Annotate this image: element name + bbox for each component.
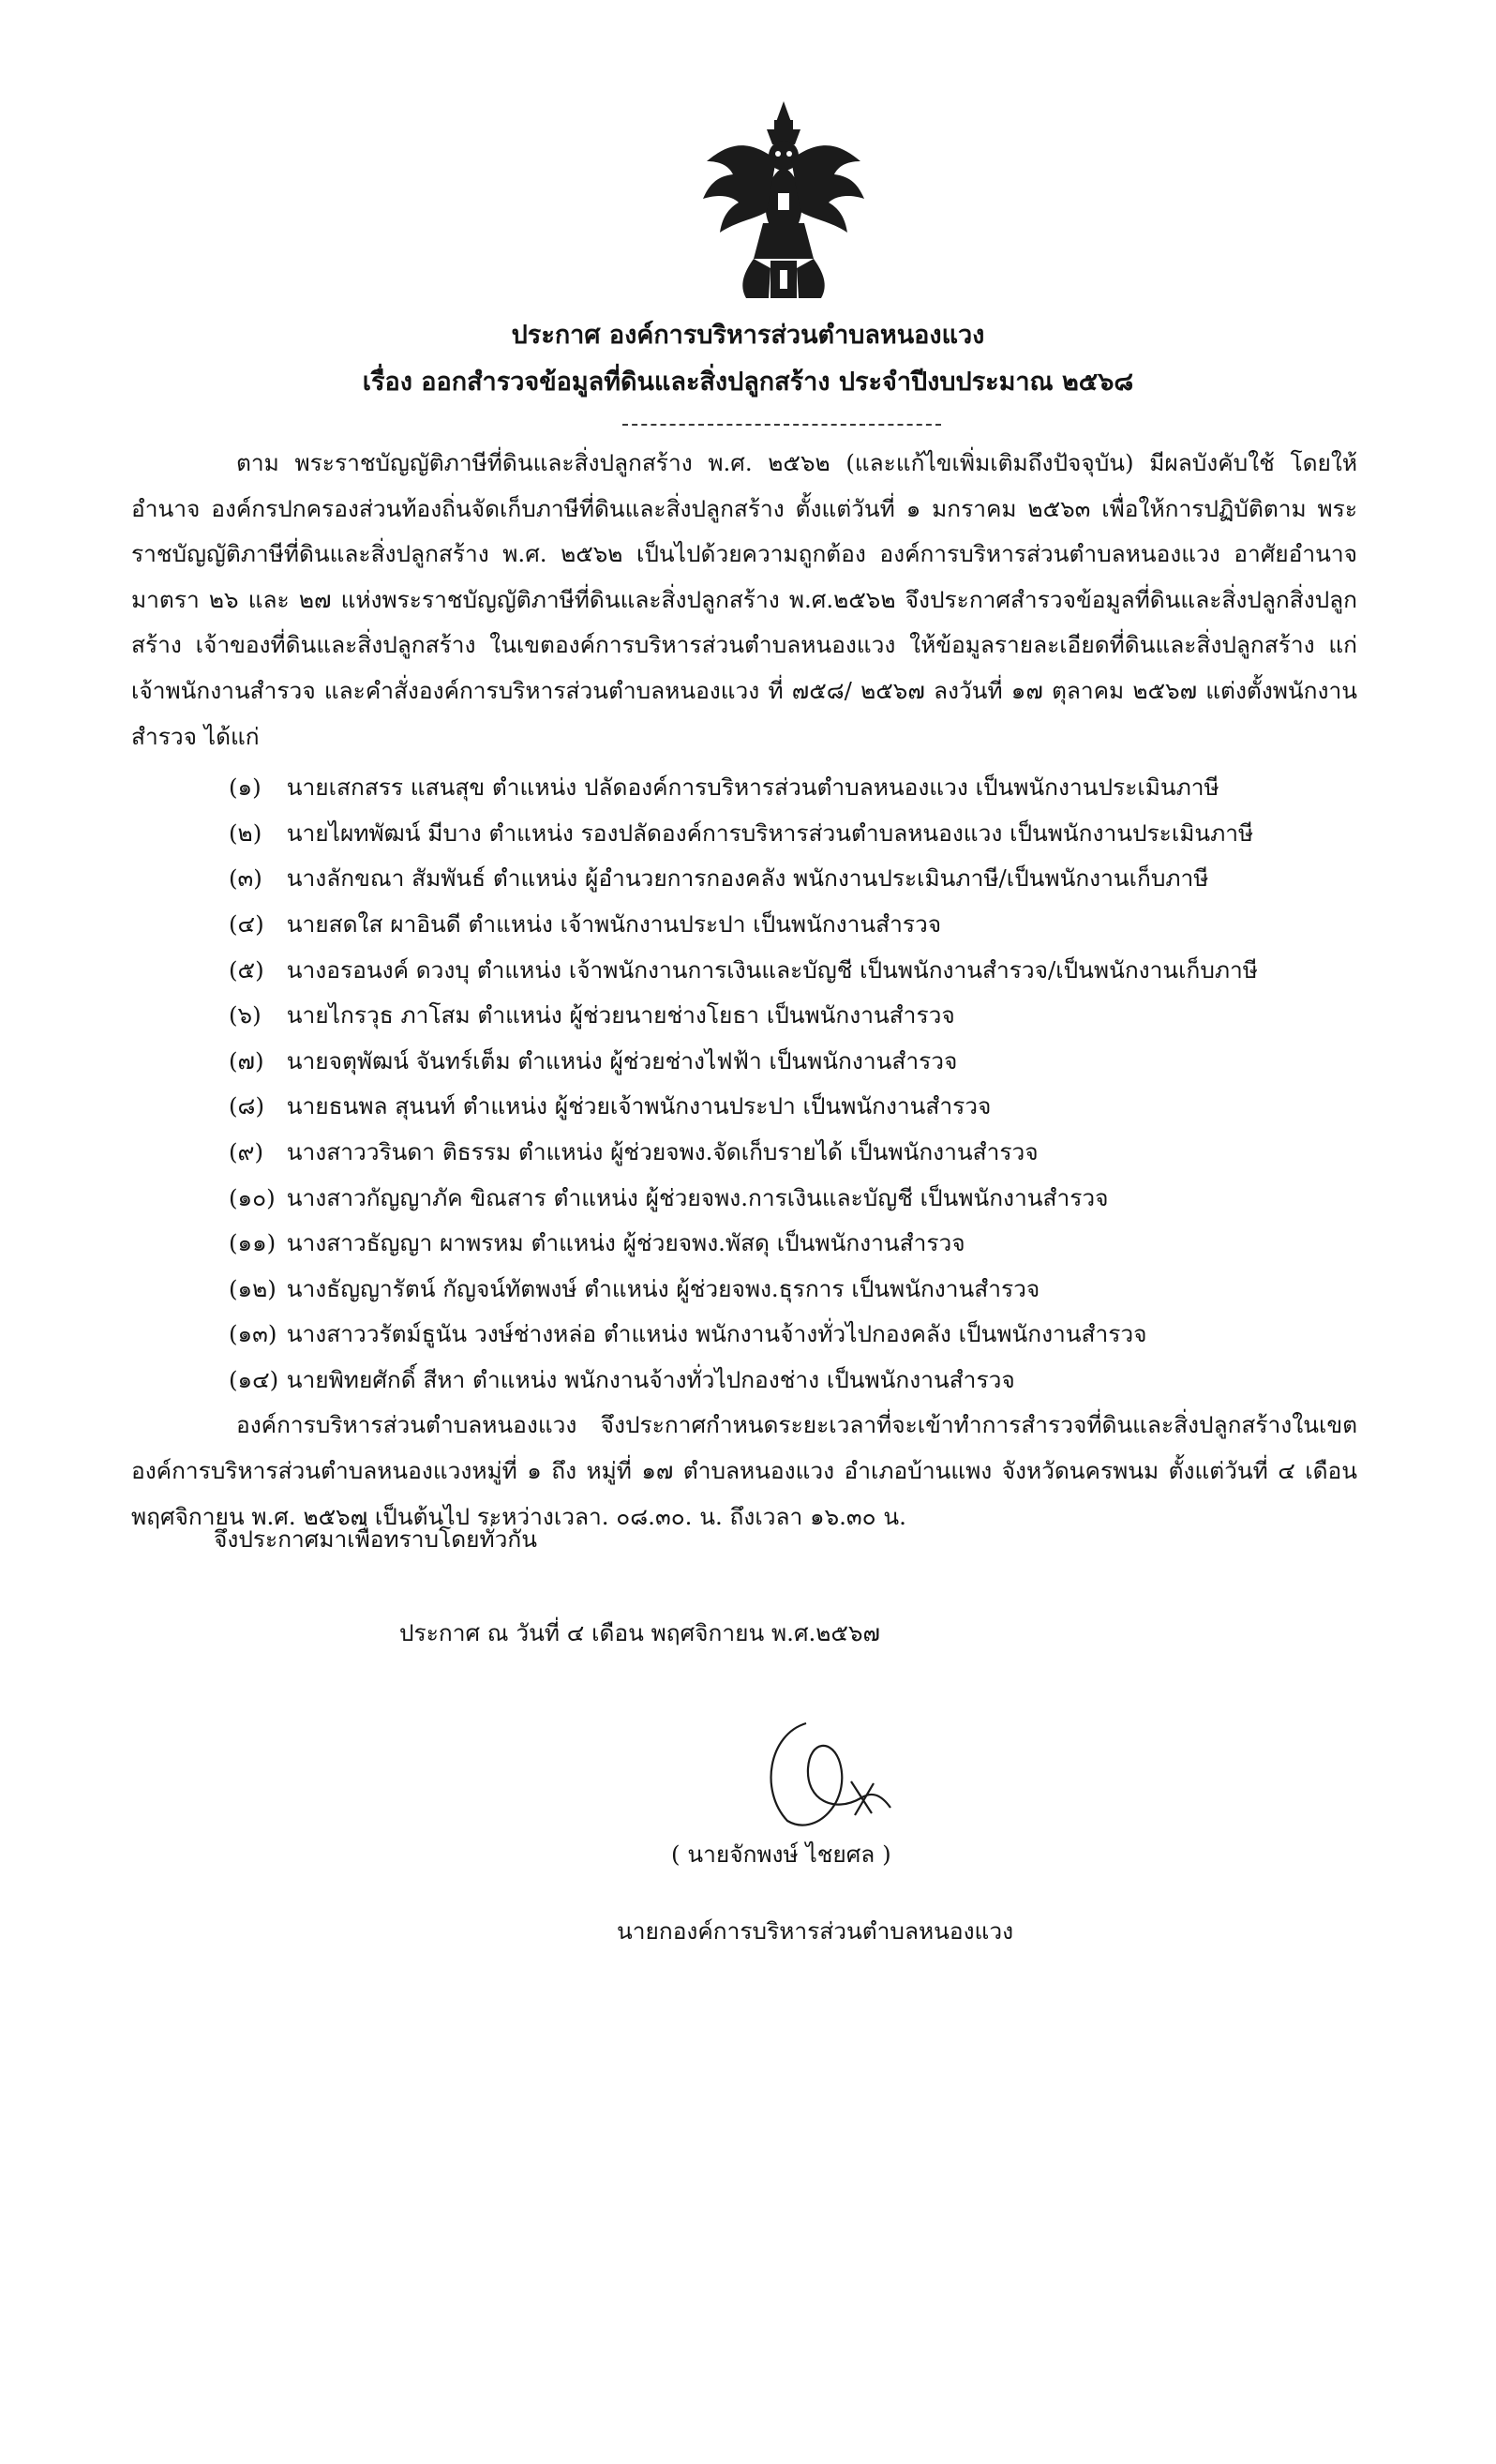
staff-item-number: (๔) bbox=[229, 909, 264, 938]
subject-line: เรื่อง ออกสำรวจข้อมูลที่ดินและสิ่งปลูกสร้าง ประจำปีงบประมาณ ๒๕๖๘ bbox=[362, 368, 1134, 397]
staff-item-number: (๑๑) bbox=[229, 1229, 277, 1257]
staff-item-text: นายไผทพัฒน์ มีบาง ตำแหน่ง รองปลัดองค์การบริหารส่วนตำบลหนองแวง เป็นพนักงานประเมินภาษี bbox=[286, 819, 1254, 847]
staff-item bbox=[131, 811, 1357, 857]
garuda-emblem-icon bbox=[701, 101, 866, 304]
staff-item-text: นางสาววรินดา ติธรรม ตำแหน่ง ผู้ช่วยจพง.จัดเก็บรายได้ เป็นพนักงานสำรวจ bbox=[286, 1137, 1039, 1165]
staff-item bbox=[131, 856, 1357, 902]
staff-item bbox=[131, 993, 1357, 1039]
staff-item-number: (๘) bbox=[229, 1092, 265, 1120]
staff-item bbox=[131, 948, 1357, 994]
staff-item-text: นายสดใส ผาอินดี ตำแหน่ง เจ้าพนักงานประปา เป็นพนักงานสำรวจ bbox=[286, 909, 942, 938]
staff-item-number: (๑๓) bbox=[229, 1320, 277, 1348]
staff-item-number: (๗) bbox=[229, 1046, 264, 1074]
staff-item-text: นางลักขณา สัมพันธ์ ตำแหน่ง ผู้อำนวยการกองคลัง พนักงานประเมินภาษี/เป็นพนักงานเก็บภาษี bbox=[286, 864, 1209, 893]
staff-item-text: นางสาวธัญญา ผาพรหม ตำแหน่ง ผู้ช่วยจพง.พัสดุ เป็นพนักงานสำรวจ bbox=[286, 1229, 965, 1257]
staff-item-number: (๑) bbox=[229, 774, 262, 802]
staff-item bbox=[131, 1039, 1357, 1085]
staff-item bbox=[131, 1176, 1357, 1222]
staff-item-number: (๒) bbox=[229, 819, 262, 847]
schedule-paragraph: องค์การบริหารส่วนตำบลหนองแวง จึงประกาศกำหนดระยะเวลาที่จะเข้าทำการสำรวจที่ดินและสิ่งปลูกสร้างในเขตองค์การบริหารส่วนตำบลหนองแวงหมู่ที่ ๑ ถึง หมู่ที่ ๑๗ ตำบลหนองแวง อำเภอบ้านแพง จังหวัดนครพนม ตั้งแต่วันที่ ๔ เดือน พฤศจิกายน พ.ศ. ๒๕๖๗ เป็นต้นไป ระหว่างเวลา. ๐๘.๓๐. น. ถึงเวลา ๑๖.๓๐ น. bbox=[131, 1411, 1357, 1530]
staff-item-text: นางสาววรัตม์ธูนัน วงษ์ช่างหล่อ ตำแหน่ง พนักงานจ้างทั่วไปกองคลัง เป็นพนักงานสำรวจ bbox=[286, 1320, 1147, 1348]
staff-item-text: นางสาวกัญญาภัค ขิณสาร ตำแหน่ง ผู้ช่วยจพง.การเงินและบัญชี เป็นพนักงานสำรวจ bbox=[286, 1183, 1109, 1211]
staff-item bbox=[131, 1221, 1357, 1267]
dateline: ประกาศ ณ วันที่ ๔ เดือน พฤศจิกายน พ.ศ.๒๕๖๗ bbox=[399, 1619, 880, 1646]
signature-mark bbox=[750, 1716, 909, 1838]
staff-item-number: (๙) bbox=[229, 1137, 264, 1165]
signer-title: นายกองค์การบริหารส่วนตำบลหนองแวง bbox=[617, 1917, 1014, 1945]
staff-item-text: นายจตุพัฒน์ จันทร์เต็ม ตำแหน่ง ผู้ช่วยช่างไฟฟ้า เป็นพนักงานสำรวจ bbox=[286, 1046, 958, 1074]
staff-item bbox=[131, 1312, 1357, 1358]
staff-item bbox=[131, 1130, 1357, 1176]
signer-name: ( นายจักพงษ์ ไชยศล ) bbox=[671, 1840, 891, 1868]
staff-item-number: (๑๐) bbox=[229, 1183, 276, 1211]
staff-item bbox=[131, 902, 1357, 948]
staff-item bbox=[131, 1084, 1357, 1130]
staff-item-text: นายไกรวุธ ภาโสม ตำแหน่ง ผู้ช่วยนายช่างโยธา เป็นพนักงานสำรวจ bbox=[286, 1001, 955, 1029]
intro-paragraph: ตาม พระราชบัญญัติภาษีที่ดินและสิ่งปลูกสร้าง พ.ศ. ๒๕๖๒ (และแก้ไขเพิ่มเติมถึงปัจจุบัน) มีผลบังคับใช้ โดยให้อำนาจ องค์กรปกครองส่วนท้องถิ่นจัดเก็บภาษีที่ดินและสิ่งปลูกสร้าง ตั้งแต่วันที่ ๑ มกราคม ๒๕๖๓ เพื่อให้การปฏิบัติตาม พระราชบัญญัติภาษีที่ดินและสิ่งปลูกสร้าง พ.ศ. ๒๕๖๒ เป็นไปด้วยความถูกต้อง องค์การบริหารส่วนตำบลหนองแวง อาศัยอำนาจมาตรา ๒๖ และ ๒๗ แห่งพระราชบัญญัติภาษีที่ดินและสิ่งปลูกสร้าง พ.ศ.๒๕๖๒ จึงประกาศสำรวจข้อมูลที่ดินและสิ่งปลูกสิ่งปลูกสร้าง เจ้าของที่ดินและสิ่งปลูกสร้าง ในเขตองค์การบริหารส่วนตำบลหนองแวง ให้ข้อมูลรายละเอียดที่ดินและสิ่งปลูกสร้าง แก่เจ้าพนักงานสำรวจ และคำสั่งองค์การบริหารส่วนตำบลหนองแวง ที่ ๗๕๘/ ๒๕๖๗ ลงวันที่ ๑๗ ตุลาคม ๒๕๖๗ แต่งตั้งพนักงานสำรวจ ได้แก่ bbox=[131, 449, 1357, 750]
staff-item-number: (๖) bbox=[229, 1001, 262, 1029]
closing-statement: จึงประกาศมาเพื่อทราบโดยทั่วกัน bbox=[214, 1525, 538, 1553]
staff-item-text: นางอรอนงค์ ดวงบุ ตำแหน่ง เจ้าพนักงานการเงินและบัญชี เป็นพนักงานสำรวจ/เป็นพนักงานเก็บภาษี bbox=[286, 955, 1258, 984]
staff-item-number: (๑๔) bbox=[229, 1365, 279, 1393]
staff-item-text: นายพิทยศักดิ์ สีหา ตำแหน่ง พนักงานจ้างทั่วไปกองช่าง เป็นพนักงานสำรวจ bbox=[286, 1365, 1015, 1393]
dashed-divider bbox=[622, 424, 941, 426]
staff-item-text: นายเสกสรร แสนสุข ตำแหน่ง ปลัดองค์การบริหารส่วนตำบลหนองแวง เป็นพนักงานประเมินภาษี bbox=[286, 774, 1219, 802]
announcement-body bbox=[131, 441, 1357, 1540]
staff-item bbox=[131, 1267, 1357, 1313]
page-title: ประกาศ องค์การบริหารส่วนตำบลหนองแวง bbox=[511, 321, 985, 350]
staff-item bbox=[131, 1358, 1357, 1404]
staff-list bbox=[131, 765, 1357, 1403]
staff-item-number: (๓) bbox=[229, 864, 262, 893]
staff-item bbox=[131, 765, 1357, 811]
staff-item-number: (๕) bbox=[229, 955, 264, 984]
staff-item-number: (๑๒) bbox=[229, 1274, 277, 1302]
staff-item-text: นางธัญญารัตน์ กัญจน์ทัตพงษ์ ตำแหน่ง ผู้ช่วยจพง.ธุรการ เป็นพนักงานสำรวจ bbox=[286, 1274, 1040, 1302]
staff-item-text: นายธนพล สุนนท์ ตำแหน่ง ผู้ช่วยเจ้าพนักงานประปา เป็นพนักงานสำรวจ bbox=[286, 1092, 992, 1120]
